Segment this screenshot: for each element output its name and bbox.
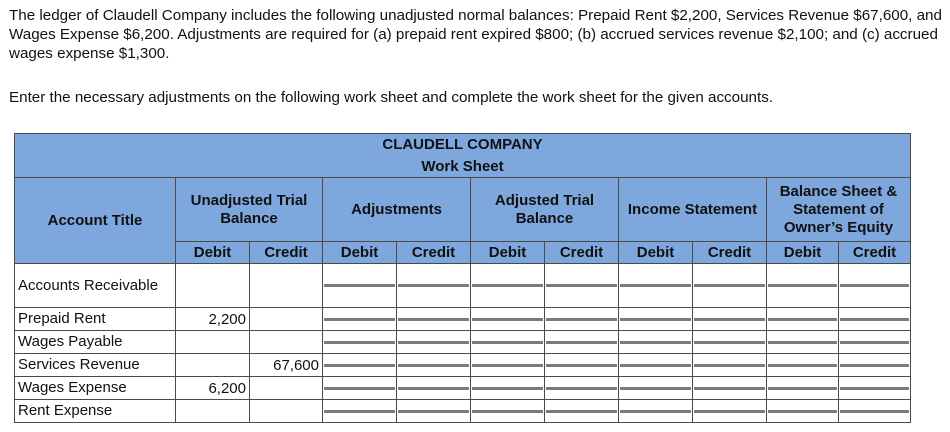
work-sheet-table — [14, 133, 911, 423]
adjustments-debit-input[interactable] — [324, 387, 395, 390]
credit-header: Credit — [397, 242, 471, 264]
adjustments-credit-input[interactable] — [398, 387, 469, 390]
balance-credit-input[interactable] — [840, 318, 909, 321]
unadjusted-credit: 67,600 — [250, 354, 323, 377]
account-title: Wages Expense — [15, 377, 176, 400]
unadjusted-debit — [176, 331, 250, 354]
unadjusted-credit — [250, 264, 323, 308]
unadjusted-debit — [176, 400, 250, 423]
unadjusted-credit — [250, 308, 323, 331]
income-debit-input[interactable] — [620, 284, 691, 287]
instruction-text: Enter the necessary adjustments on the following work sheet and complete the work sheet for the given accounts. — [9, 89, 774, 106]
adjusted-debit-input[interactable] — [472, 284, 543, 287]
adjustments-debit-input[interactable] — [324, 364, 395, 367]
table-row — [15, 308, 911, 331]
balance-debit-input[interactable] — [768, 410, 837, 413]
account-title: Services Revenue — [15, 354, 176, 377]
debit-header: Debit — [471, 242, 545, 264]
adjustments-debit-input[interactable] — [324, 410, 395, 413]
unadjusted-debit: 6,200 — [176, 377, 250, 400]
adjustments-header: Adjustments — [323, 178, 471, 242]
balance-debit-input[interactable] — [768, 284, 837, 287]
balance-credit-input[interactable] — [840, 387, 909, 390]
adjustments-debit-input[interactable] — [324, 341, 395, 344]
balance-credit-input[interactable] — [840, 284, 909, 287]
balance-debit-input[interactable] — [768, 318, 837, 321]
adjustments-debit-input[interactable] — [324, 318, 395, 321]
adjusted-trial-balance-header: Adjusted Trial Balance — [471, 178, 619, 242]
account-title: Wages Payable — [15, 331, 176, 354]
adjusted-debit-input[interactable] — [472, 410, 543, 413]
income-debit-input[interactable] — [620, 364, 691, 367]
income-credit-input[interactable] — [694, 318, 765, 321]
adjusted-credit-input[interactable] — [546, 284, 617, 287]
adjusted-debit-input[interactable] — [472, 364, 543, 367]
debit-header: Debit — [619, 242, 693, 264]
table-row — [15, 377, 911, 400]
company-name: CLAUDELL COMPANY — [15, 134, 911, 156]
adjustments-debit-input[interactable] — [324, 284, 395, 287]
unadjusted-debit — [176, 354, 250, 377]
unadjusted-credit — [250, 400, 323, 423]
adjusted-credit-input[interactable] — [546, 341, 617, 344]
income-statement-header: Income Statement — [619, 178, 767, 242]
income-credit-input[interactable] — [694, 410, 765, 413]
unadjusted-debit: 2,200 — [176, 308, 250, 331]
account-title-header: Account Title — [15, 178, 176, 264]
balance-credit-input[interactable] — [840, 341, 909, 344]
account-title: Accounts Receivable — [15, 264, 176, 308]
credit-header: Credit — [693, 242, 767, 264]
credit-header: Credit — [839, 242, 911, 264]
income-debit-input[interactable] — [620, 387, 691, 390]
income-credit-input[interactable] — [694, 364, 765, 367]
table-row — [15, 331, 911, 354]
income-debit-input[interactable] — [620, 318, 691, 321]
debit-header: Debit — [767, 242, 839, 264]
account-title: Rent Expense — [15, 400, 176, 423]
adjustments-credit-input[interactable] — [398, 364, 469, 367]
adjusted-debit-input[interactable] — [472, 387, 543, 390]
adjusted-credit-input[interactable] — [546, 318, 617, 321]
sheet-title: Work Sheet — [15, 156, 911, 178]
question-text: The ledger of Claudell Company includes the following unadjusted normal balances: Prepaid Rent $2,200, Services Revenue $67,600, and Wages Expense $6,200. Adjustments are required for (a) prepaid rent expired $800; (b) accrued services revenue $2,100; and (c) accrued wages expense $1,300. — [9, 7, 942, 62]
credit-header: Credit — [545, 242, 619, 264]
balance-debit-input[interactable] — [768, 387, 837, 390]
adjustments-credit-input[interactable] — [398, 284, 469, 287]
unadjusted-credit — [250, 377, 323, 400]
income-debit-input[interactable] — [620, 410, 691, 413]
unadjusted-credit — [250, 331, 323, 354]
adjusted-debit-input[interactable] — [472, 341, 543, 344]
adjustments-credit-input[interactable] — [398, 410, 469, 413]
income-debit-input[interactable] — [620, 341, 691, 344]
table-row — [15, 354, 911, 377]
balance-credit-input[interactable] — [840, 410, 909, 413]
debit-header: Debit — [323, 242, 397, 264]
balance-debit-input[interactable] — [768, 341, 837, 344]
income-credit-input[interactable] — [694, 341, 765, 344]
table-row — [15, 264, 911, 308]
account-title: Prepaid Rent — [15, 308, 176, 331]
adjustments-credit-input[interactable] — [398, 318, 469, 321]
adjusted-credit-input[interactable] — [546, 410, 617, 413]
adjusted-credit-input[interactable] — [546, 364, 617, 367]
unadjusted-debit — [176, 264, 250, 308]
unadjusted-trial-balance-header: Unadjusted Trial Balance — [176, 178, 323, 242]
income-credit-input[interactable] — [694, 284, 765, 287]
adjusted-debit-input[interactable] — [472, 318, 543, 321]
balance-debit-input[interactable] — [768, 364, 837, 367]
adjustments-credit-input[interactable] — [398, 341, 469, 344]
credit-header: Credit — [250, 242, 323, 264]
income-credit-input[interactable] — [694, 387, 765, 390]
debit-header: Debit — [176, 242, 250, 264]
table-row — [15, 400, 911, 423]
balance-sheet-header: Balance Sheet & Statement of Owner’s Equity — [767, 178, 911, 242]
adjusted-credit-input[interactable] — [546, 387, 617, 390]
balance-credit-input[interactable] — [840, 364, 909, 367]
